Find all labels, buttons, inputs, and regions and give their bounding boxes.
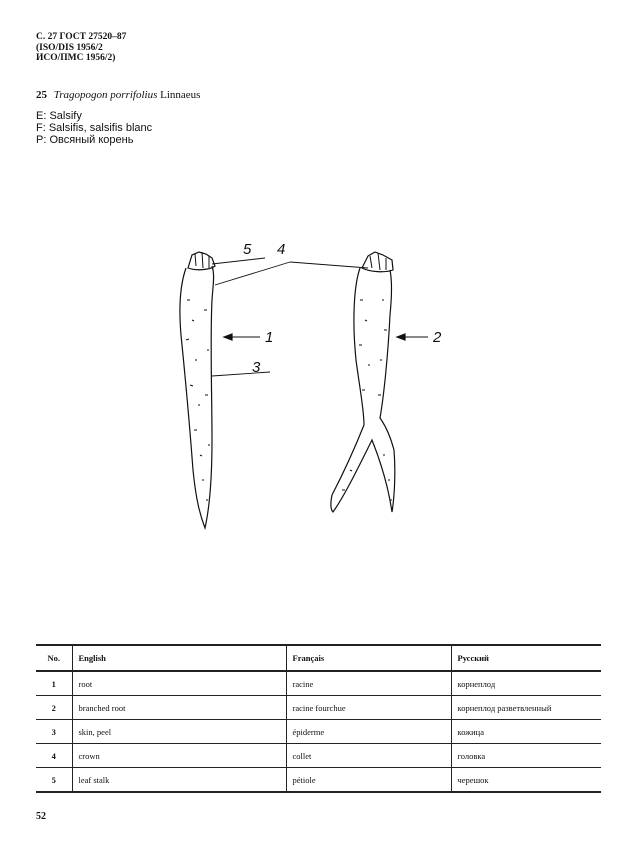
cell-russian: корнеплод разветвленный xyxy=(451,696,601,720)
latin-name: Tragopogon porrifolius xyxy=(53,89,158,101)
cell-russian: корнеплод xyxy=(451,671,601,696)
cell-french: collet xyxy=(286,744,451,768)
header-no: No. xyxy=(36,645,72,671)
leader-line-4-left xyxy=(215,262,290,285)
callout-1: 1 xyxy=(265,329,274,346)
cell-no: 3 xyxy=(36,720,72,744)
name-english: E: Salsify xyxy=(36,110,82,122)
crown-illustration-right xyxy=(362,252,393,272)
header-french: Français xyxy=(286,645,451,671)
cell-french: racine xyxy=(286,671,451,696)
author-name: Linnaeus xyxy=(160,89,201,101)
cell-french: épiderme xyxy=(286,720,451,744)
cell-no: 1 xyxy=(36,671,72,696)
entry-number: 25 xyxy=(36,89,47,101)
leader-line-4-right xyxy=(290,262,368,268)
name-french: F: Salsifis, salsifis blanc xyxy=(36,122,153,134)
cell-english: root xyxy=(72,671,286,696)
cell-no: 2 xyxy=(36,696,72,720)
terminology-table xyxy=(36,644,601,793)
table-row xyxy=(36,671,601,696)
cell-russian: черешок xyxy=(451,768,601,793)
header-english: English xyxy=(72,645,286,671)
callout-3: 3 xyxy=(252,359,261,376)
cell-french: racine fourchue xyxy=(286,696,451,720)
name-russian: P: Овсяный корень xyxy=(36,134,134,146)
page-number: 52 xyxy=(36,811,46,822)
header-russian: Русский xyxy=(451,645,601,671)
cell-english: crown xyxy=(72,744,286,768)
leader-line-3 xyxy=(212,372,270,376)
cell-english: leaf stalk xyxy=(72,768,286,793)
iso-reference: (ISO/DIS 1956/2 xyxy=(36,42,103,53)
root-illustration-straight xyxy=(180,266,214,528)
table-row xyxy=(36,696,601,720)
callout-5: 5 xyxy=(243,241,252,258)
iso-reference-ru: ИСО/ПМС 1956/2) xyxy=(36,53,116,63)
cell-french: pétiole xyxy=(286,768,451,793)
cell-english: skin, peel xyxy=(72,720,286,744)
table-header-row xyxy=(36,645,601,671)
cell-no: 4 xyxy=(36,744,72,768)
cell-english: branched root xyxy=(72,696,286,720)
table-row xyxy=(36,744,601,768)
leader-line-5 xyxy=(212,258,265,264)
callout-4: 4 xyxy=(277,241,286,258)
callout-2: 2 xyxy=(433,329,442,346)
table-row xyxy=(36,768,601,793)
table-row xyxy=(36,720,601,744)
cell-russian: кожица xyxy=(451,720,601,744)
cell-no: 5 xyxy=(36,768,72,793)
crown-illustration-left xyxy=(188,252,215,270)
cell-russian: головка xyxy=(451,744,601,768)
standard-reference: С. 27 ГОСТ 27520–87 xyxy=(36,32,127,42)
